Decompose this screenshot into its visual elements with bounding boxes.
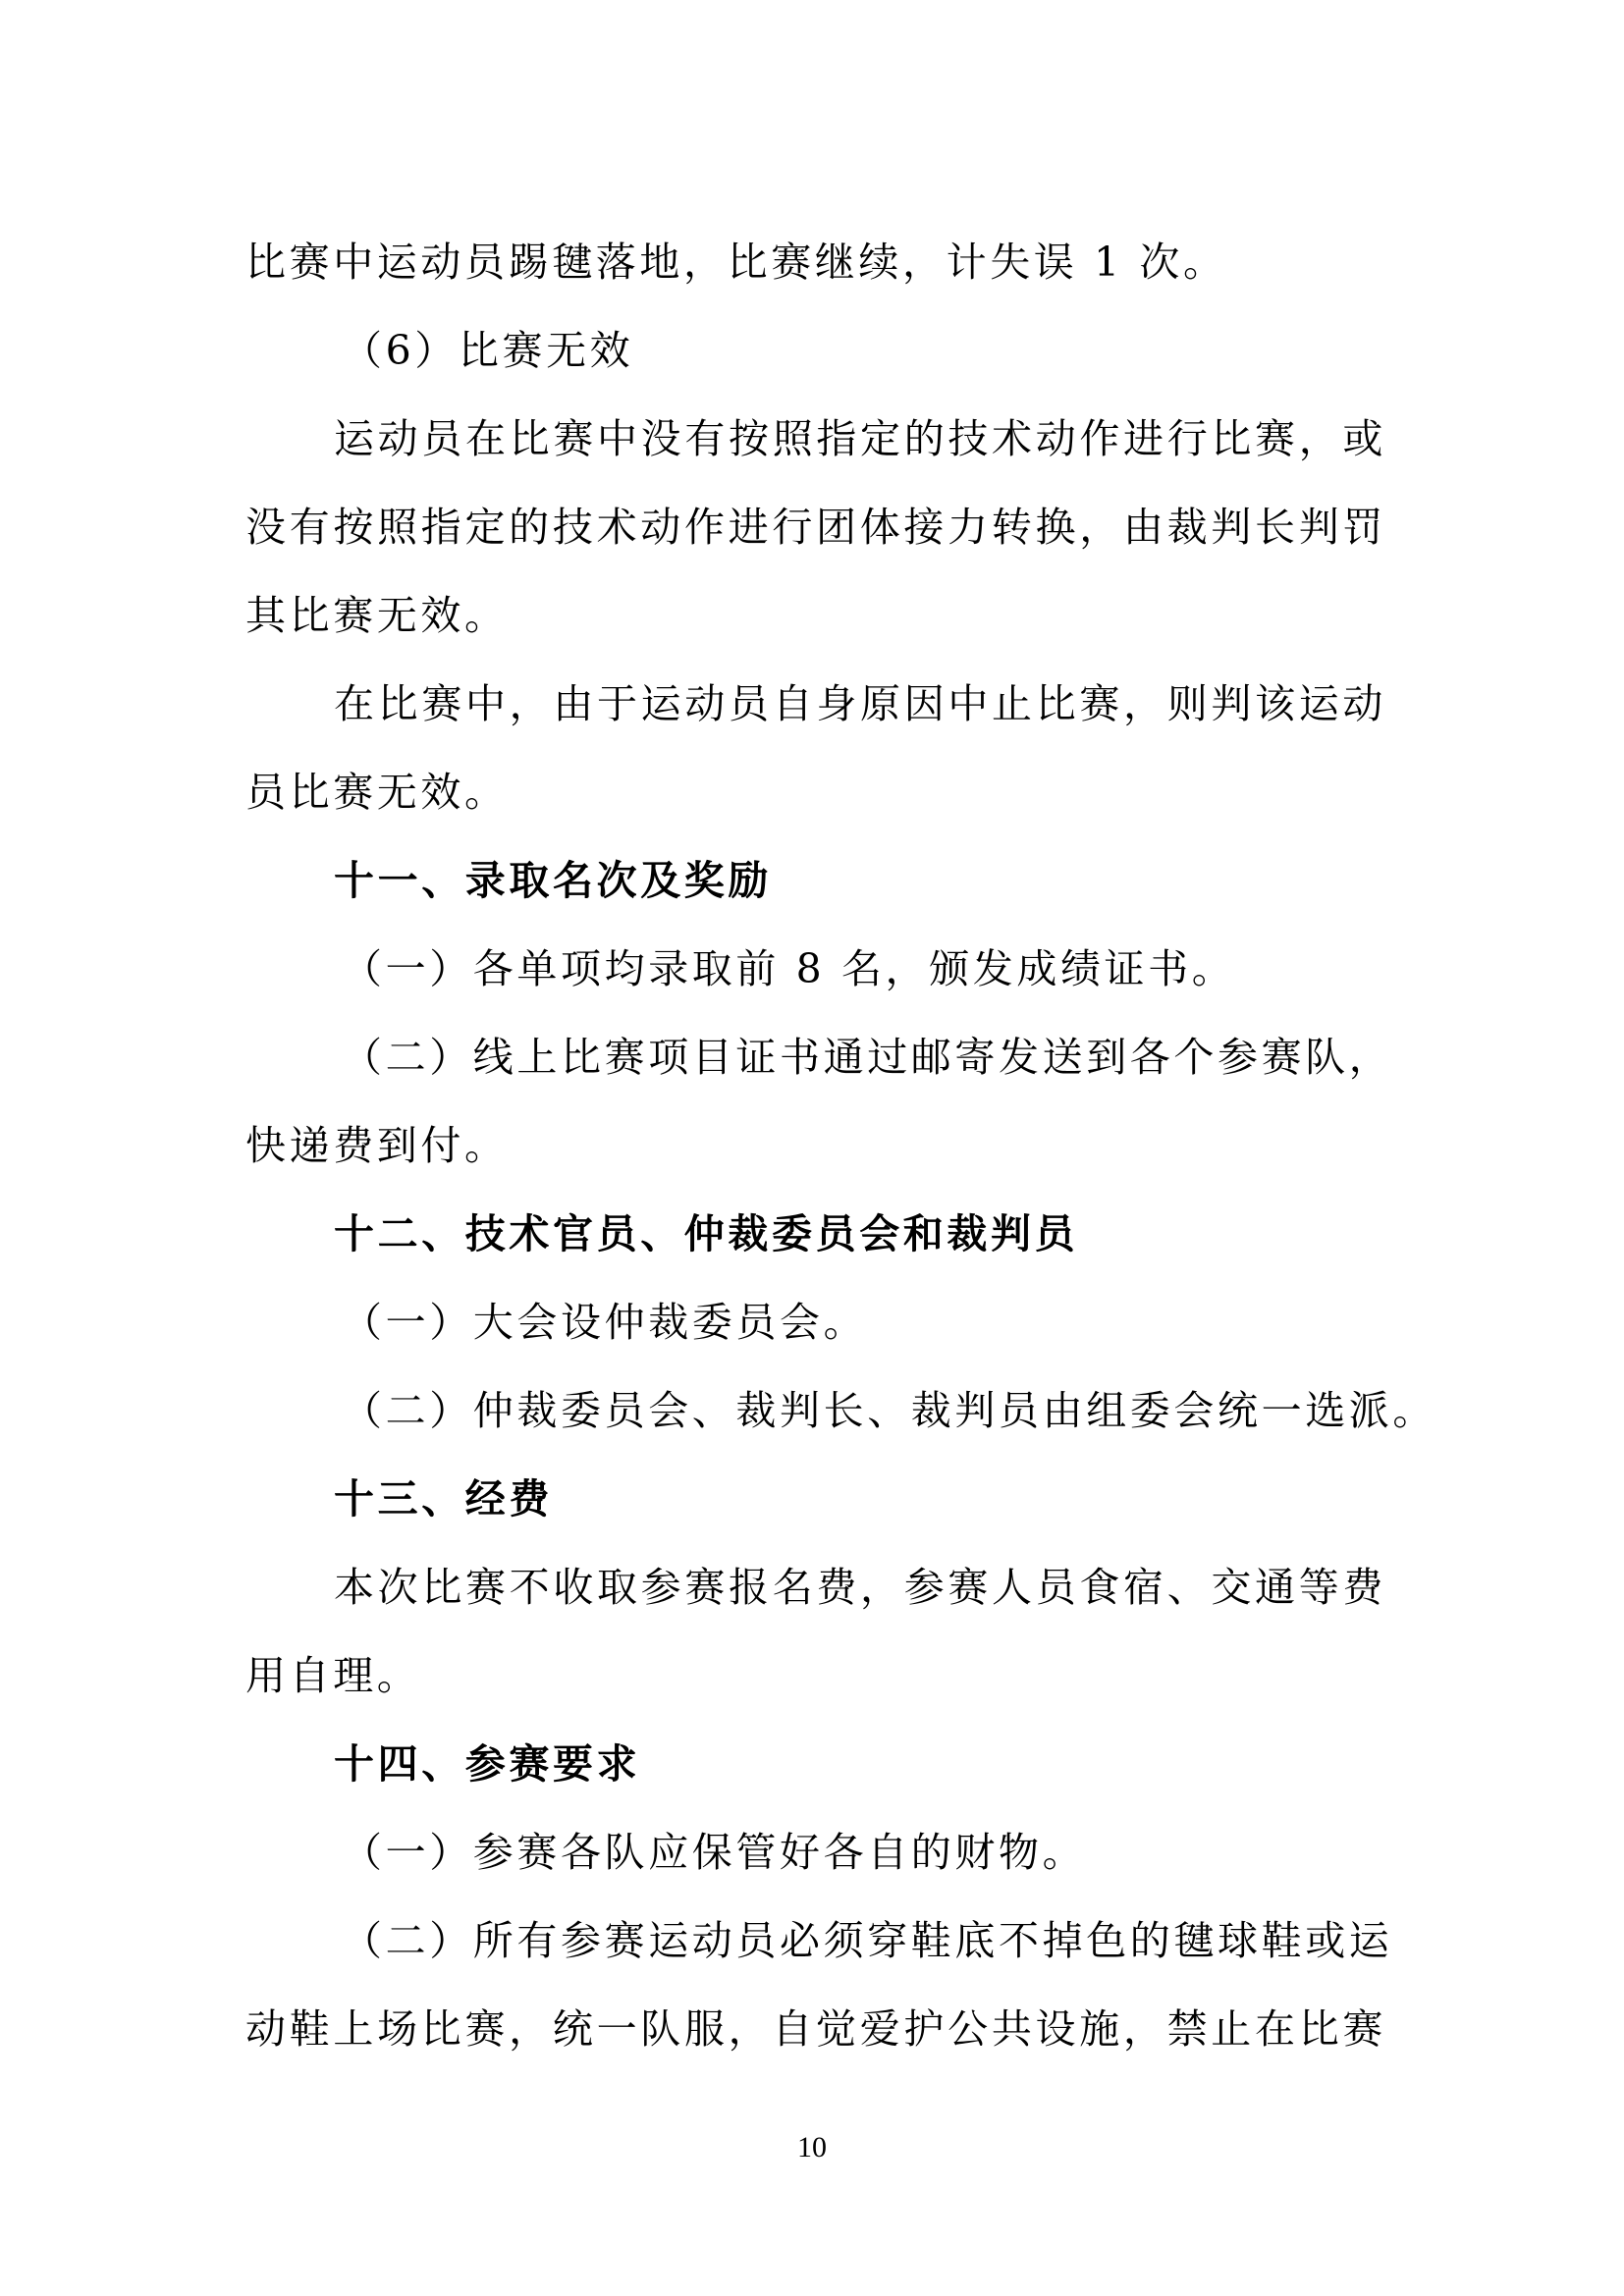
paragraph-line: 本次比赛不收取参赛报名费，参赛人员食宿、交通等费 <box>334 1564 1386 1611</box>
paragraph-line: 动鞋上场比赛，统一队服，自觉爱护公共设施，禁止在比赛 <box>245 2005 1386 2053</box>
list-item: （二）仲裁委员会、裁判长、裁判员由组委会统一选派。 <box>342 1387 1436 1434</box>
paragraph-line: 运动员在比赛中没有按照指定的技术动作进行比赛，或 <box>334 415 1386 462</box>
list-item: （一）大会设仲裁委员会。 <box>342 1299 868 1346</box>
subitem-heading-invalid-match: （6）比赛无效 <box>342 327 634 374</box>
paragraph-line: 员比赛无效。 <box>245 769 509 816</box>
section-heading-awards: 十一、录取名次及奖励 <box>334 857 772 904</box>
paragraph-line: 没有按照指定的技术动作进行团体接力转换，由裁判长判罚 <box>245 504 1386 551</box>
list-item: （一）参赛各队应保管好各自的财物。 <box>342 1829 1087 1876</box>
paragraph-line: 用自理。 <box>245 1652 421 1699</box>
paragraph-line: 其比赛无效。 <box>245 592 509 639</box>
page-number: 10 <box>797 2131 827 2163</box>
document-body <box>245 218 1436 2073</box>
list-item: （二）线上比赛项目证书通过邮寄发送到各个参赛队， <box>342 1034 1393 1081</box>
section-heading-officials: 十二、技术官员、仲裁委员会和裁判员 <box>334 1210 1079 1257</box>
section-heading-funding: 十三、经费 <box>334 1475 553 1522</box>
list-item: （一）各单项均录取前 8 名，颁发成绩证书。 <box>342 945 1236 992</box>
section-heading-requirements: 十四、参赛要求 <box>334 1740 641 1788</box>
paragraph-line: 在比赛中，由于运动员自身原因中止比赛，则判该运动 <box>334 680 1386 727</box>
paragraph-line: 快递费到付。 <box>245 1122 509 1169</box>
list-item: （二）所有参赛运动员必须穿鞋底不掉色的毽球鞋或运 <box>342 1917 1393 1964</box>
paragraph-line-continuation: 比赛中运动员踢毽落地，比赛继续，计失误 1 次。 <box>245 239 1227 286</box>
